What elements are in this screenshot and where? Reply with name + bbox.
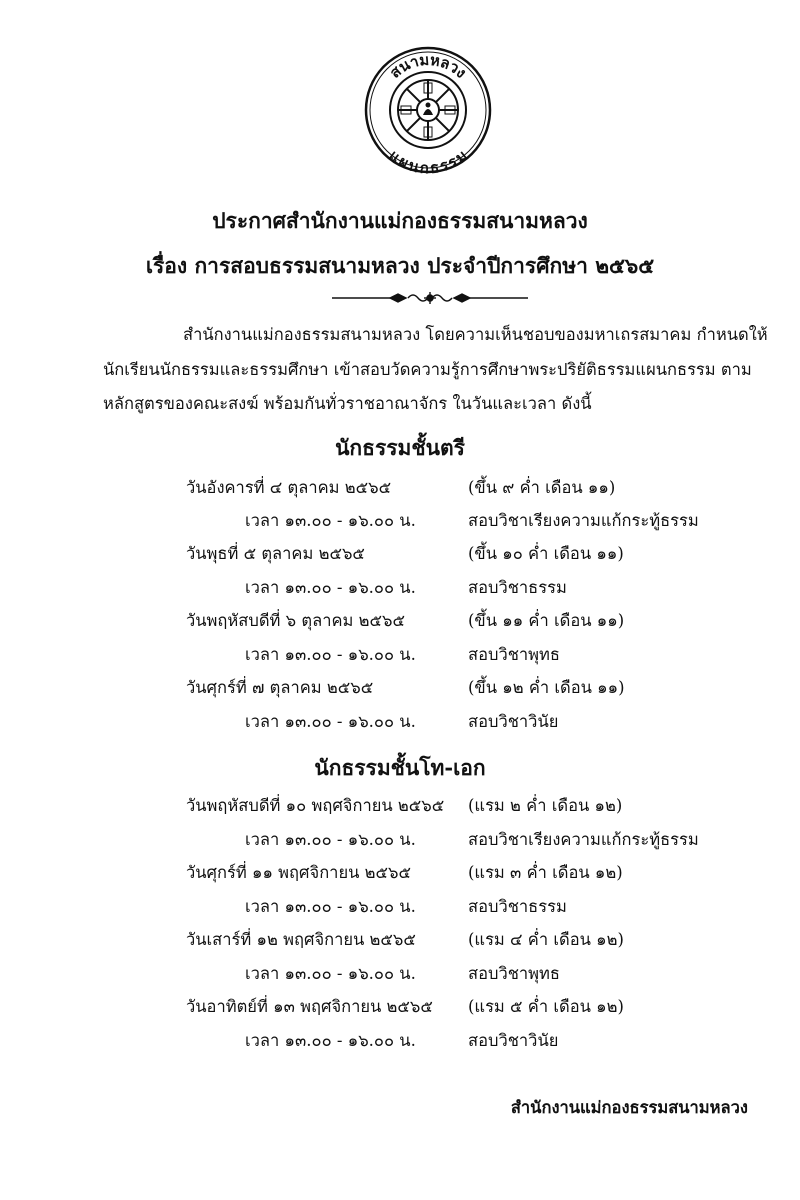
schedule-time: เวลา ๑๓.๐๐ - ๑๖.๐๐ น. — [245, 830, 416, 849]
schedule-time: เวลา ๑๓.๐๐ - ๑๖.๐๐ น. — [245, 964, 416, 983]
schedule-lunar-date: (ขึ้น ๑๐ ค่ำ เดือน ๑๑) — [468, 544, 624, 563]
schedule-subject: สอบวิชาธรรม — [468, 578, 567, 597]
schedule-lunar-date: (ขึ้น ๑๒ ค่ำ เดือน ๑๑) — [468, 678, 625, 697]
seal-top-text: สนามหลวง — [386, 50, 470, 82]
schedule-time: เวลา ๑๓.๐๐ - ๑๖.๐๐ น. — [245, 712, 416, 731]
intro-paragraph-line-1: สำนักงานแม่กองธรรมสนามหลวง โดยความเห็นชอบของมหาเถรสมาคม กำหนดให้ — [183, 325, 768, 344]
schedule-date: วันอาทิตย์ที่ ๑๓ พฤศจิกายน ๒๕๖๕ — [186, 997, 433, 1016]
schedule-time: เวลา ๑๓.๐๐ - ๑๖.๐๐ น. — [245, 578, 416, 597]
section-heading-tri: นักธรรมชั้นตรี — [335, 435, 465, 460]
section-heading-tho-ek: นักธรรมชั้นโท-เอก — [314, 755, 486, 780]
schedule-date: วันศุกร์ที่ ๑๑ พฤศจิกายน ๒๕๖๕ — [186, 863, 411, 882]
schedule-subject: สอบวิชาพุทธ — [468, 964, 561, 983]
schedule-date: วันพุธที่ ๕ ตุลาคม ๒๕๖๕ — [186, 544, 365, 563]
schedule-date: วันศุกร์ที่ ๗ ตุลาคม ๒๕๖๕ — [186, 678, 374, 697]
intro-paragraph-line-2: นักเรียนนักธรรมและธรรมศึกษา เข้าสอบวัดความรู้การศึกษาพระปริยัติธรรมแผนกธรรม ตาม — [103, 360, 752, 379]
schedule-subject: สอบวิชาวินัย — [468, 712, 559, 731]
dharma-wheel-icon — [398, 80, 458, 140]
schedule-lunar-date: (แรม ๕ ค่ำ เดือน ๑๒) — [468, 997, 624, 1016]
schedule-time: เวลา ๑๓.๐๐ - ๑๖.๐๐ น. — [245, 645, 416, 664]
schedule-lunar-date: (แรม ๔ ค่ำ เดือน ๑๒) — [468, 930, 624, 949]
announcement-title: ประกาศสำนักงานแม่กองธรรมสนามหลวง — [212, 208, 588, 233]
schedule-subject: สอบวิชาธรรม — [468, 897, 567, 916]
schedule-subject: สอบวิชาพุทธ — [468, 645, 561, 664]
schedule-date: วันพฤหัสบดีที่ ๑๐ พฤศจิกายน ๒๕๖๕ — [186, 796, 445, 815]
schedule-time: เวลา ๑๓.๐๐ - ๑๖.๐๐ น. — [245, 511, 416, 530]
schedule-time: เวลา ๑๓.๐๐ - ๑๖.๐๐ น. — [245, 1031, 416, 1050]
schedule-lunar-date: (ขึ้น ๑๑ ค่ำ เดือน ๑๑) — [468, 611, 625, 630]
schedule-subject: สอบวิชาเรียงความแก้กระทู้ธรรม — [468, 511, 699, 530]
schedule-lunar-date: (แรม ๒ ค่ำ เดือน ๑๒) — [468, 796, 623, 815]
seal-bottom-text: แผนกธรรม — [385, 146, 471, 175]
announcement-subject: เรื่อง การสอบธรรมสนามหลวง ประจำปีการศึกษา ๒๕๖๕ — [145, 253, 655, 278]
schedule-date: วันเสาร์ที่ ๑๒ พฤศจิกายน ๒๕๖๕ — [186, 930, 416, 949]
schedule-subject: สอบวิชาเรียงความแก้กระทู้ธรรม — [468, 830, 699, 849]
schedule-time: เวลา ๑๓.๐๐ - ๑๖.๐๐ น. — [245, 897, 416, 916]
intro-paragraph-line-3: หลักสูตรของคณะสงฆ์ พร้อมกันทั่วราชอาณาจักร ในวันและเวลา ดังนี้ — [103, 394, 592, 413]
issuer-signature: สำนักงานแม่กองธรรมสนามหลวง — [510, 1098, 748, 1117]
schedule-date: วันอังคารที่ ๔ ตุลาคม ๒๕๖๕ — [186, 478, 392, 497]
ornament-divider-icon — [332, 290, 528, 306]
schedule-date: วันพฤหัสบดีที่ ๖ ตุลาคม ๒๕๖๕ — [186, 611, 405, 630]
schedule-lunar-date: (ขึ้น ๙ ค่ำ เดือน ๑๑) — [468, 478, 616, 497]
schedule-lunar-date: (แรม ๓ ค่ำ เดือน ๑๒) — [468, 863, 623, 882]
dharma-wheel-seal — [363, 45, 493, 175]
schedule-subject: สอบวิชาวินัย — [468, 1031, 559, 1050]
